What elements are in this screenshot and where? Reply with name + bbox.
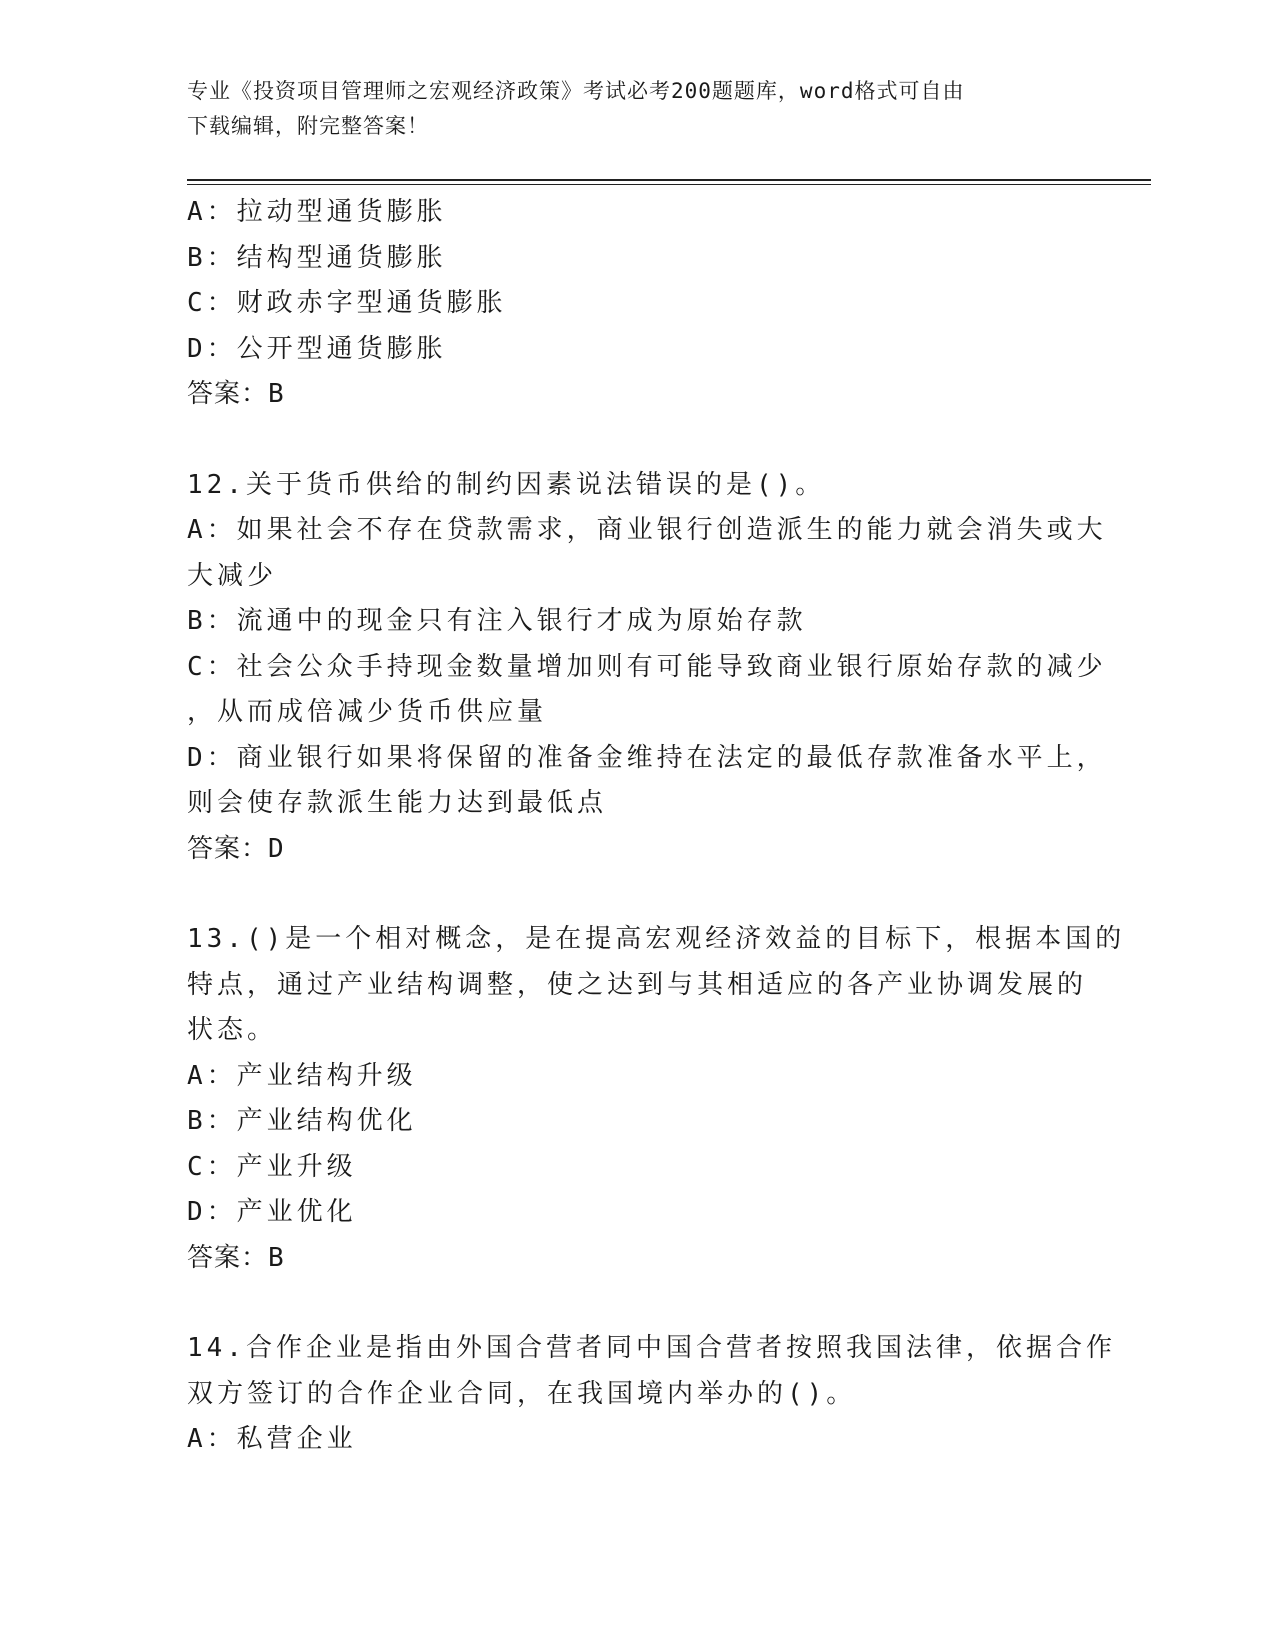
- q12-question-line: 12.关于货币供给的制约因素说法错误的是()。: [187, 469, 826, 500]
- q11-answer: 答案：B: [187, 379, 285, 409]
- q14-question-line: 双方签订的合作企业合同，在我国境内举办的()。: [187, 1378, 857, 1409]
- q11-option-c: C：财政赤字型通货膨胀: [187, 288, 507, 318]
- q13-question-line: 状态。: [187, 1015, 278, 1045]
- q14-question-line: 14.合作企业是指由外国合营者同中国合营者按照我国法律，依据合作: [187, 1333, 1116, 1363]
- q12-option-a-cont: 大减少: [187, 560, 278, 591]
- q13-answer: 答案：B: [187, 1242, 285, 1273]
- q12-option-c-cont: ，从而成倍减少货币供应量: [187, 697, 548, 727]
- q12-option-d-cont: 则会使存款派生能力达到最低点: [187, 788, 608, 818]
- q11-option-a: A：拉动型通货膨胀: [187, 197, 447, 227]
- spacer: [187, 1281, 1077, 1326]
- q12-option-d: D：商业银行如果将保留的准备金维持在法定的最低存款准备水平上，: [187, 742, 1107, 773]
- q13-option-c: C：产业升级: [187, 1151, 357, 1182]
- spacer: [187, 872, 1077, 917]
- q12-answer: 答案：D: [187, 833, 285, 864]
- q11-option-b: B：结构型通货膨胀: [187, 242, 447, 273]
- question-11: [187, 190, 1077, 418]
- document-header: [187, 74, 1077, 144]
- q11-option-d: D：公开型通货膨胀: [187, 333, 447, 364]
- question-14: [187, 1326, 1116, 1463]
- header-rule-thin: [187, 184, 1151, 185]
- question-12: [187, 463, 1107, 873]
- q13-option-b: B：产业结构优化: [187, 1106, 417, 1136]
- q13-option-a: A：产业结构升级: [187, 1060, 417, 1091]
- q13-option-d: D：产业优化: [187, 1197, 357, 1227]
- q12-option-a: A：如果社会不存在贷款需求，商业银行创造派生的能力就会消失或大: [187, 515, 1107, 545]
- q12-option-c: C：社会公众手持现金数量增加则有可能导致商业银行原始存款的减少: [187, 651, 1107, 682]
- question-13: [187, 917, 1126, 1281]
- q13-question-line: 特点，通过产业结构调整，使之达到与其相适应的各产业协调发展的: [187, 969, 1088, 1000]
- header-line-2: 下载编辑，附完整答案！: [187, 114, 429, 138]
- header-line-1: 专业《投资项目管理师之宏观经济政策》考试必考200题题库，word格式可自由: [187, 79, 965, 103]
- q14-option-a: A：私营企业: [187, 1424, 357, 1454]
- header-rule-thick: [187, 179, 1151, 181]
- spacer: [187, 418, 1077, 463]
- q13-question-line: 13.()是一个相对概念，是在提高宏观经济效益的目标下，根据本国的: [187, 924, 1126, 954]
- q12-option-b: B：流通中的现金只有注入银行才成为原始存款: [187, 606, 807, 636]
- question-content: [187, 190, 1126, 1463]
